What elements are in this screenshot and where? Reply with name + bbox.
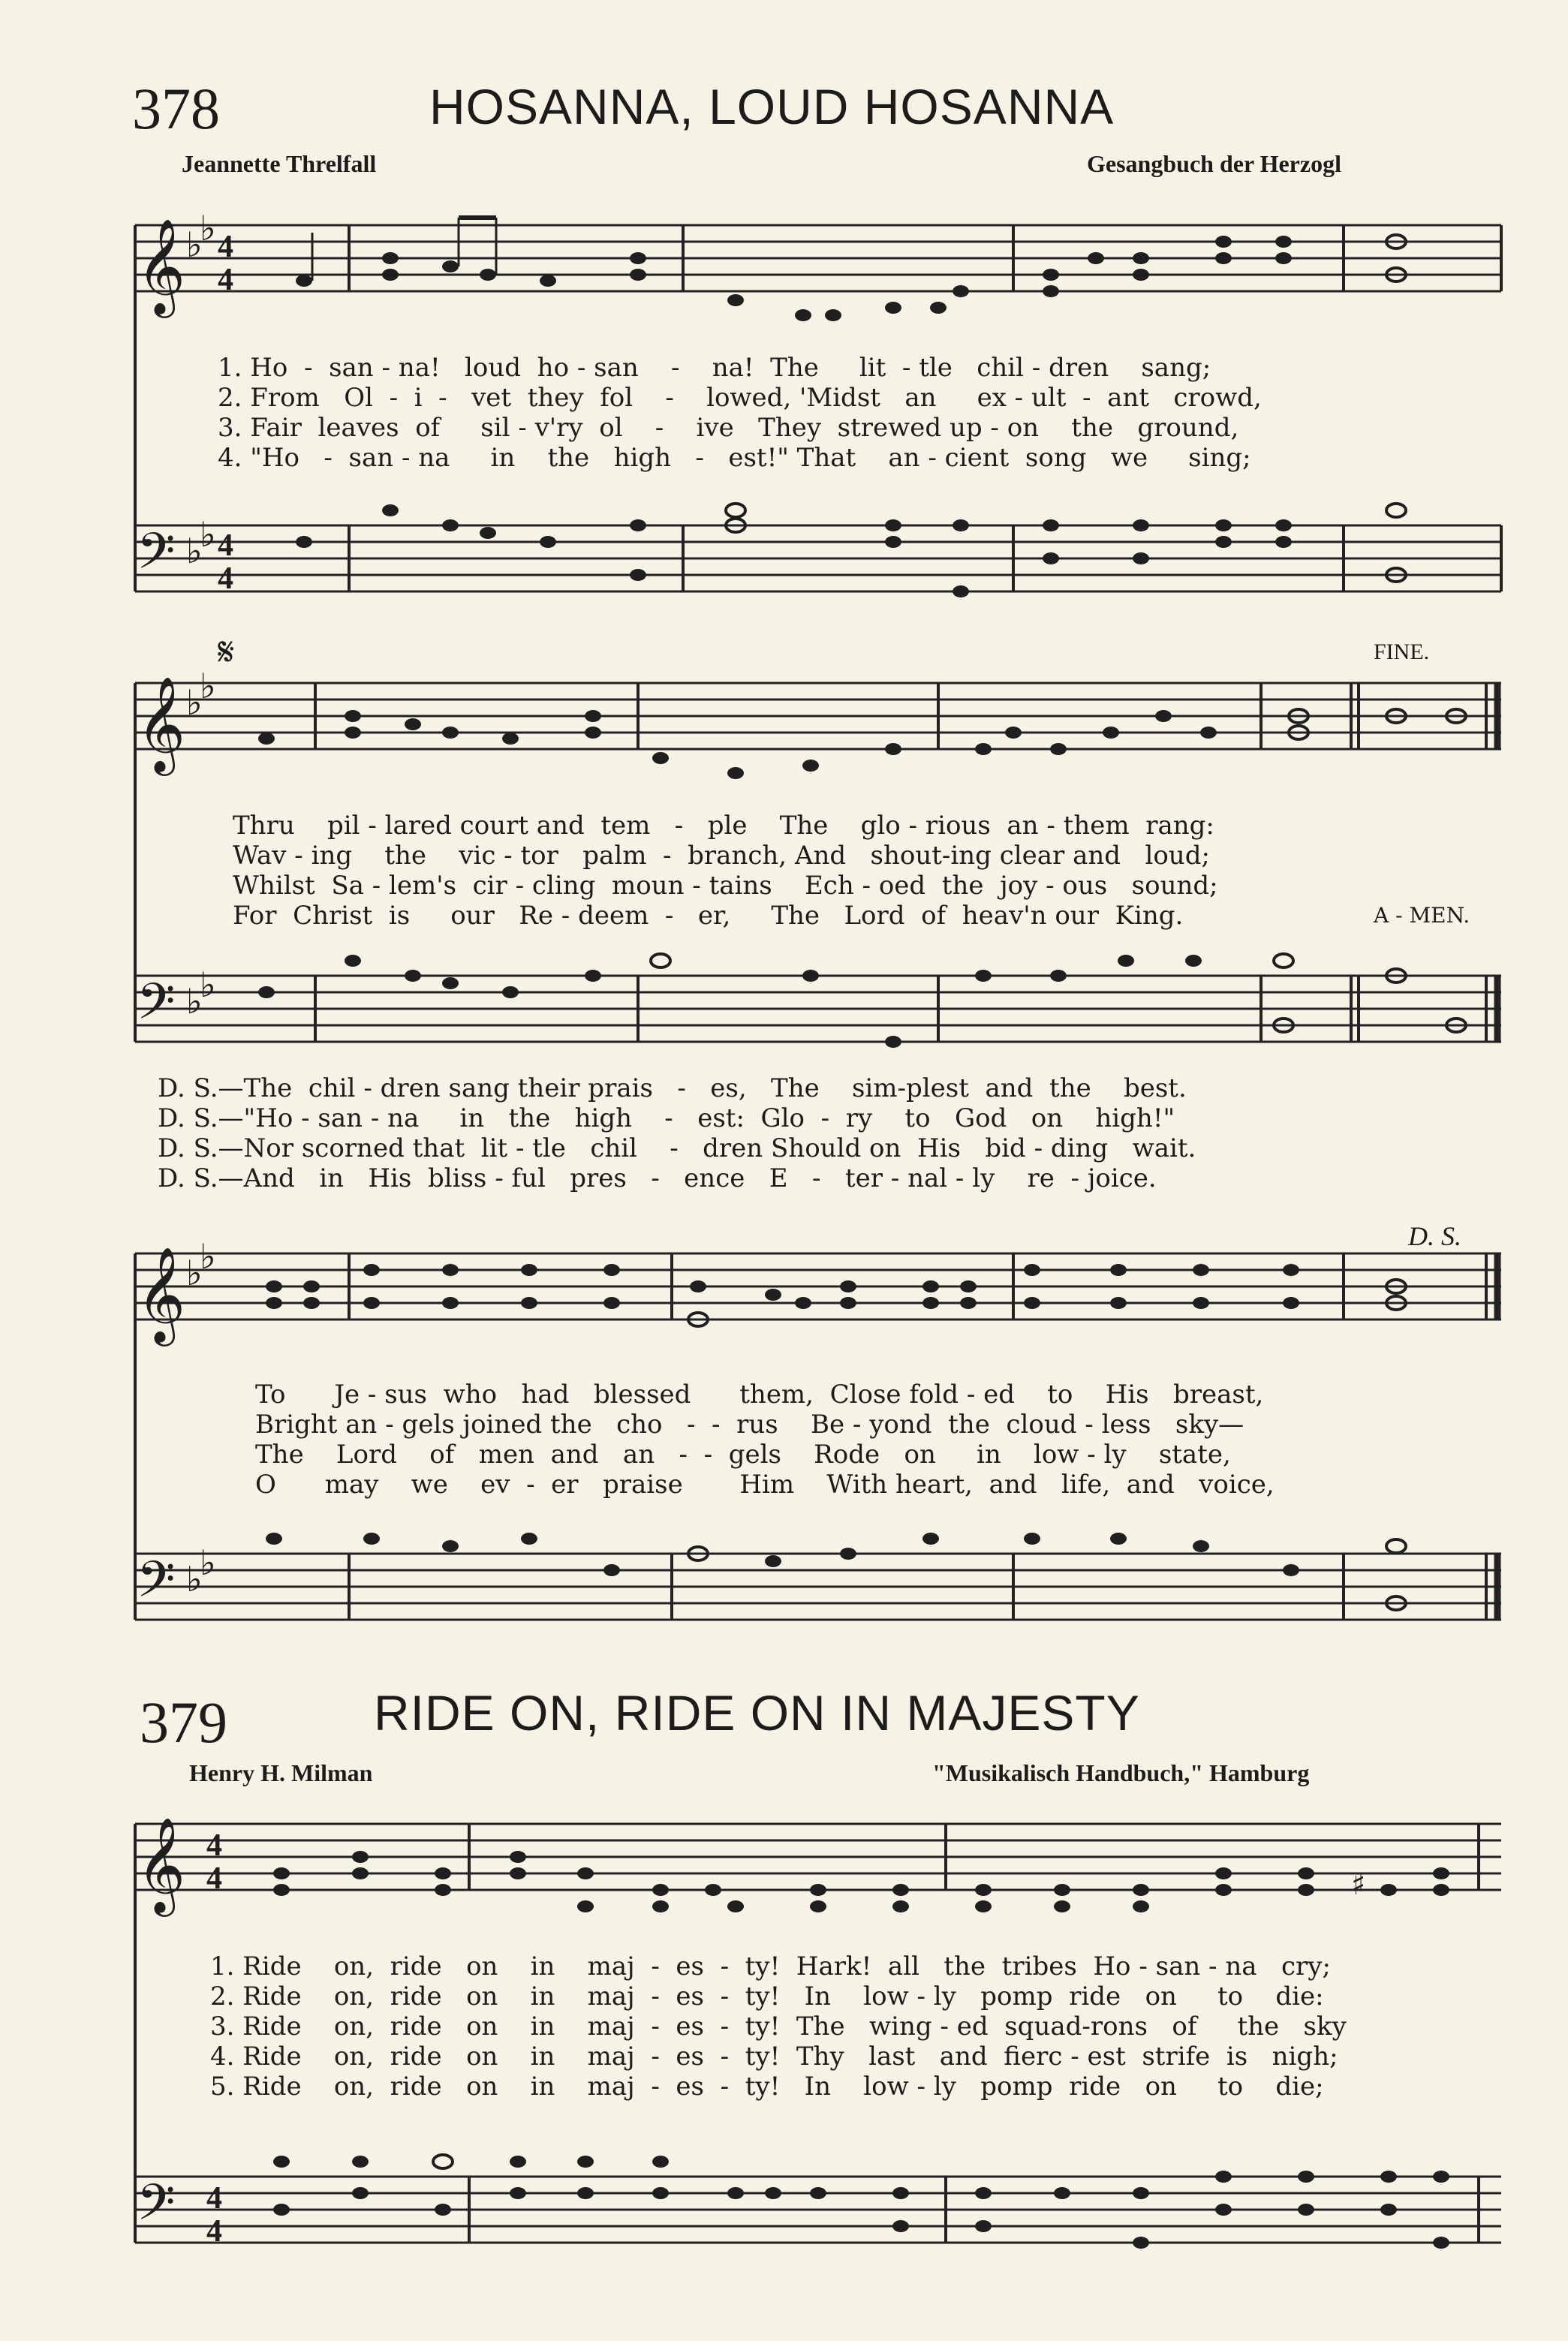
tune-credit-379: "Musikalisch Handbuch," Hamburg [932, 1759, 1310, 1786]
svg-text:𝄢: 𝄢 [137, 1551, 176, 1620]
lyrics379-verse-5: 5. Ride on, ride on in maj - es - ty! In low - ly pomp ride on to die; [210, 2072, 1324, 2102]
ds-lyrics-3: D. S.—Nor scorned that lit - tle chil - dren Should on His bid - ding wait. [158, 1133, 1196, 1163]
svg-text:4: 4 [218, 528, 233, 563]
svg-text:𝄞: 𝄞 [137, 1246, 186, 1342]
lyrics379-verse-1: 1. Ride on, ride on in maj - es - ty! Hark! all the tribes Ho - san - na cry; [210, 1951, 1331, 1981]
svg-text:♭: ♭ [200, 514, 216, 555]
bass-notes-2 [258, 954, 1466, 1048]
bass-notes [296, 504, 1406, 597]
lyrics2-verse-4: For Christ is our Re - deem - er, The Lord of heav'n our King. [233, 901, 1184, 931]
ds-lyrics-4: D. S.—And in His bliss - ful pres - ence E - ter - nal - ly re - joice. [158, 1163, 1157, 1193]
lyrics2-verse-1: Thru pil - lared court and tem - ple The glo - rious an - them rang: [233, 811, 1214, 841]
svg-text:𝄞: 𝄞 [137, 1816, 186, 1912]
lyrics3-verse-2: Bright an - gels joined the cho - - rus Be - yond the cloud - less sky— [255, 1410, 1244, 1440]
treble-notes [296, 218, 1406, 321]
svg-text:♭: ♭ [200, 964, 216, 1005]
hymn-title: HOSANNA, LOUD HOSANNA [429, 79, 1115, 134]
svg-text:♭: ♭ [186, 224, 203, 265]
segno-sign: 𝄋 [218, 631, 235, 674]
bass-staff [135, 525, 1501, 591]
svg-text:4: 4 [218, 230, 233, 264]
hymn-number-379: 379 [140, 1690, 227, 1755]
ds-lyrics-2: D. S.—"Ho - san - na in the high - est: Glo - ry to God on high!" [158, 1103, 1175, 1133]
svg-text:4: 4 [218, 561, 233, 596]
lyrics379-verse-3: 3. Ride on, ride on in maj - es - ty! The wing - ed squad-rons of the sky [210, 2012, 1347, 2042]
lyrics-verse-4: 4. "Ho - san - na in the high - est!" That an - cient song we sing; [218, 443, 1251, 473]
svg-text:4: 4 [206, 2214, 222, 2249]
lyrics-verse-3: 3. Fair leaves of sil - v'ry ol - ive They strewed up - on the ground, [218, 413, 1239, 443]
treble-notes-379 [273, 1851, 1449, 1912]
svg-text:𝄞: 𝄞 [137, 676, 186, 772]
lyrics-verse-1: 1. Ho - san - na! loud ho - san - na! The lit - tle chil - dren sang; [218, 353, 1211, 383]
amen-label: A - MEN. [1374, 903, 1470, 928]
svg-text:𝄞: 𝄞 [137, 218, 186, 314]
svg-text:♭: ♭ [186, 981, 203, 1022]
lyrics379-verse-4: 4. Ride on, ride on in maj - es - ty! Thy last and fierc - est strife is nigh; [210, 2042, 1338, 2072]
treble-staff [135, 225, 1501, 291]
svg-text:♭: ♭ [200, 1542, 216, 1583]
svg-text:𝄢: 𝄢 [137, 2174, 176, 2243]
lyrics379-verse-2: 2. Ride on, ride on in maj - es - ty! In low - ly pomp ride on to die: [210, 1981, 1324, 2012]
lyrics2-verse-3: Whilst Sa - lem's cir - cling moun - tains Ech - oed the joy - ous sound; [233, 871, 1218, 901]
svg-text:♭: ♭ [200, 210, 216, 248]
bass-notes-379 [273, 2155, 1449, 2249]
svg-text:𝄢: 𝄢 [137, 973, 176, 1043]
svg-text:4: 4 [218, 263, 233, 297]
hymn-title-379: RIDE ON, RIDE ON IN MAJESTY [374, 1685, 1140, 1741]
svg-text:𝄢: 𝄢 [137, 522, 176, 592]
lyrics2-verse-2: Wav - ing the vic - tor palm - branch, And shout-ing clear and loud; [233, 841, 1210, 871]
ds-lyrics-1: D. S.—The chil - dren sang their prais - es, The sim-plest and the best. [158, 1073, 1187, 1103]
ds-mark: D. S. [1408, 1221, 1461, 1251]
svg-text:♭: ♭ [186, 531, 203, 571]
svg-text:♭: ♭ [200, 1238, 216, 1277]
author-credit-379: Henry H. Milman [189, 1759, 373, 1786]
fine-mark: FINE. [1374, 639, 1430, 664]
lyrics3-verse-1: To Je - sus who had blessed them, Close fold - ed to His breast, [255, 1380, 1264, 1410]
svg-text:♯: ♯ [1351, 1867, 1366, 1902]
svg-text:♭: ♭ [200, 668, 216, 706]
treble-notes-2 [258, 709, 1466, 779]
svg-text:4: 4 [206, 2181, 222, 2216]
svg-text:♭: ♭ [186, 1253, 203, 1293]
lyrics3-verse-4: O may we ev - er praise Him With heart, and life, and voice, [255, 1470, 1275, 1500]
author-credit: Jeannette Threlfall [182, 150, 377, 177]
svg-text:4: 4 [206, 1861, 222, 1896]
lyrics3-verse-3: The Lord of men and an - - gels Rode on in low - ly state, [255, 1440, 1231, 1470]
treble-notes-3 [266, 1264, 1406, 1326]
svg-text:♭: ♭ [186, 682, 203, 723]
svg-text:♭: ♭ [186, 1559, 203, 1599]
lyrics-verse-2: 2. From Ol - i - vet they fol - lowed, 'Midst an ex - ult - ant crowd, [218, 383, 1262, 413]
svg-text:4: 4 [206, 1828, 222, 1863]
tune-credit: Gesangbuch der Herzogl [1087, 150, 1341, 177]
hymn-number: 378 [132, 76, 220, 141]
